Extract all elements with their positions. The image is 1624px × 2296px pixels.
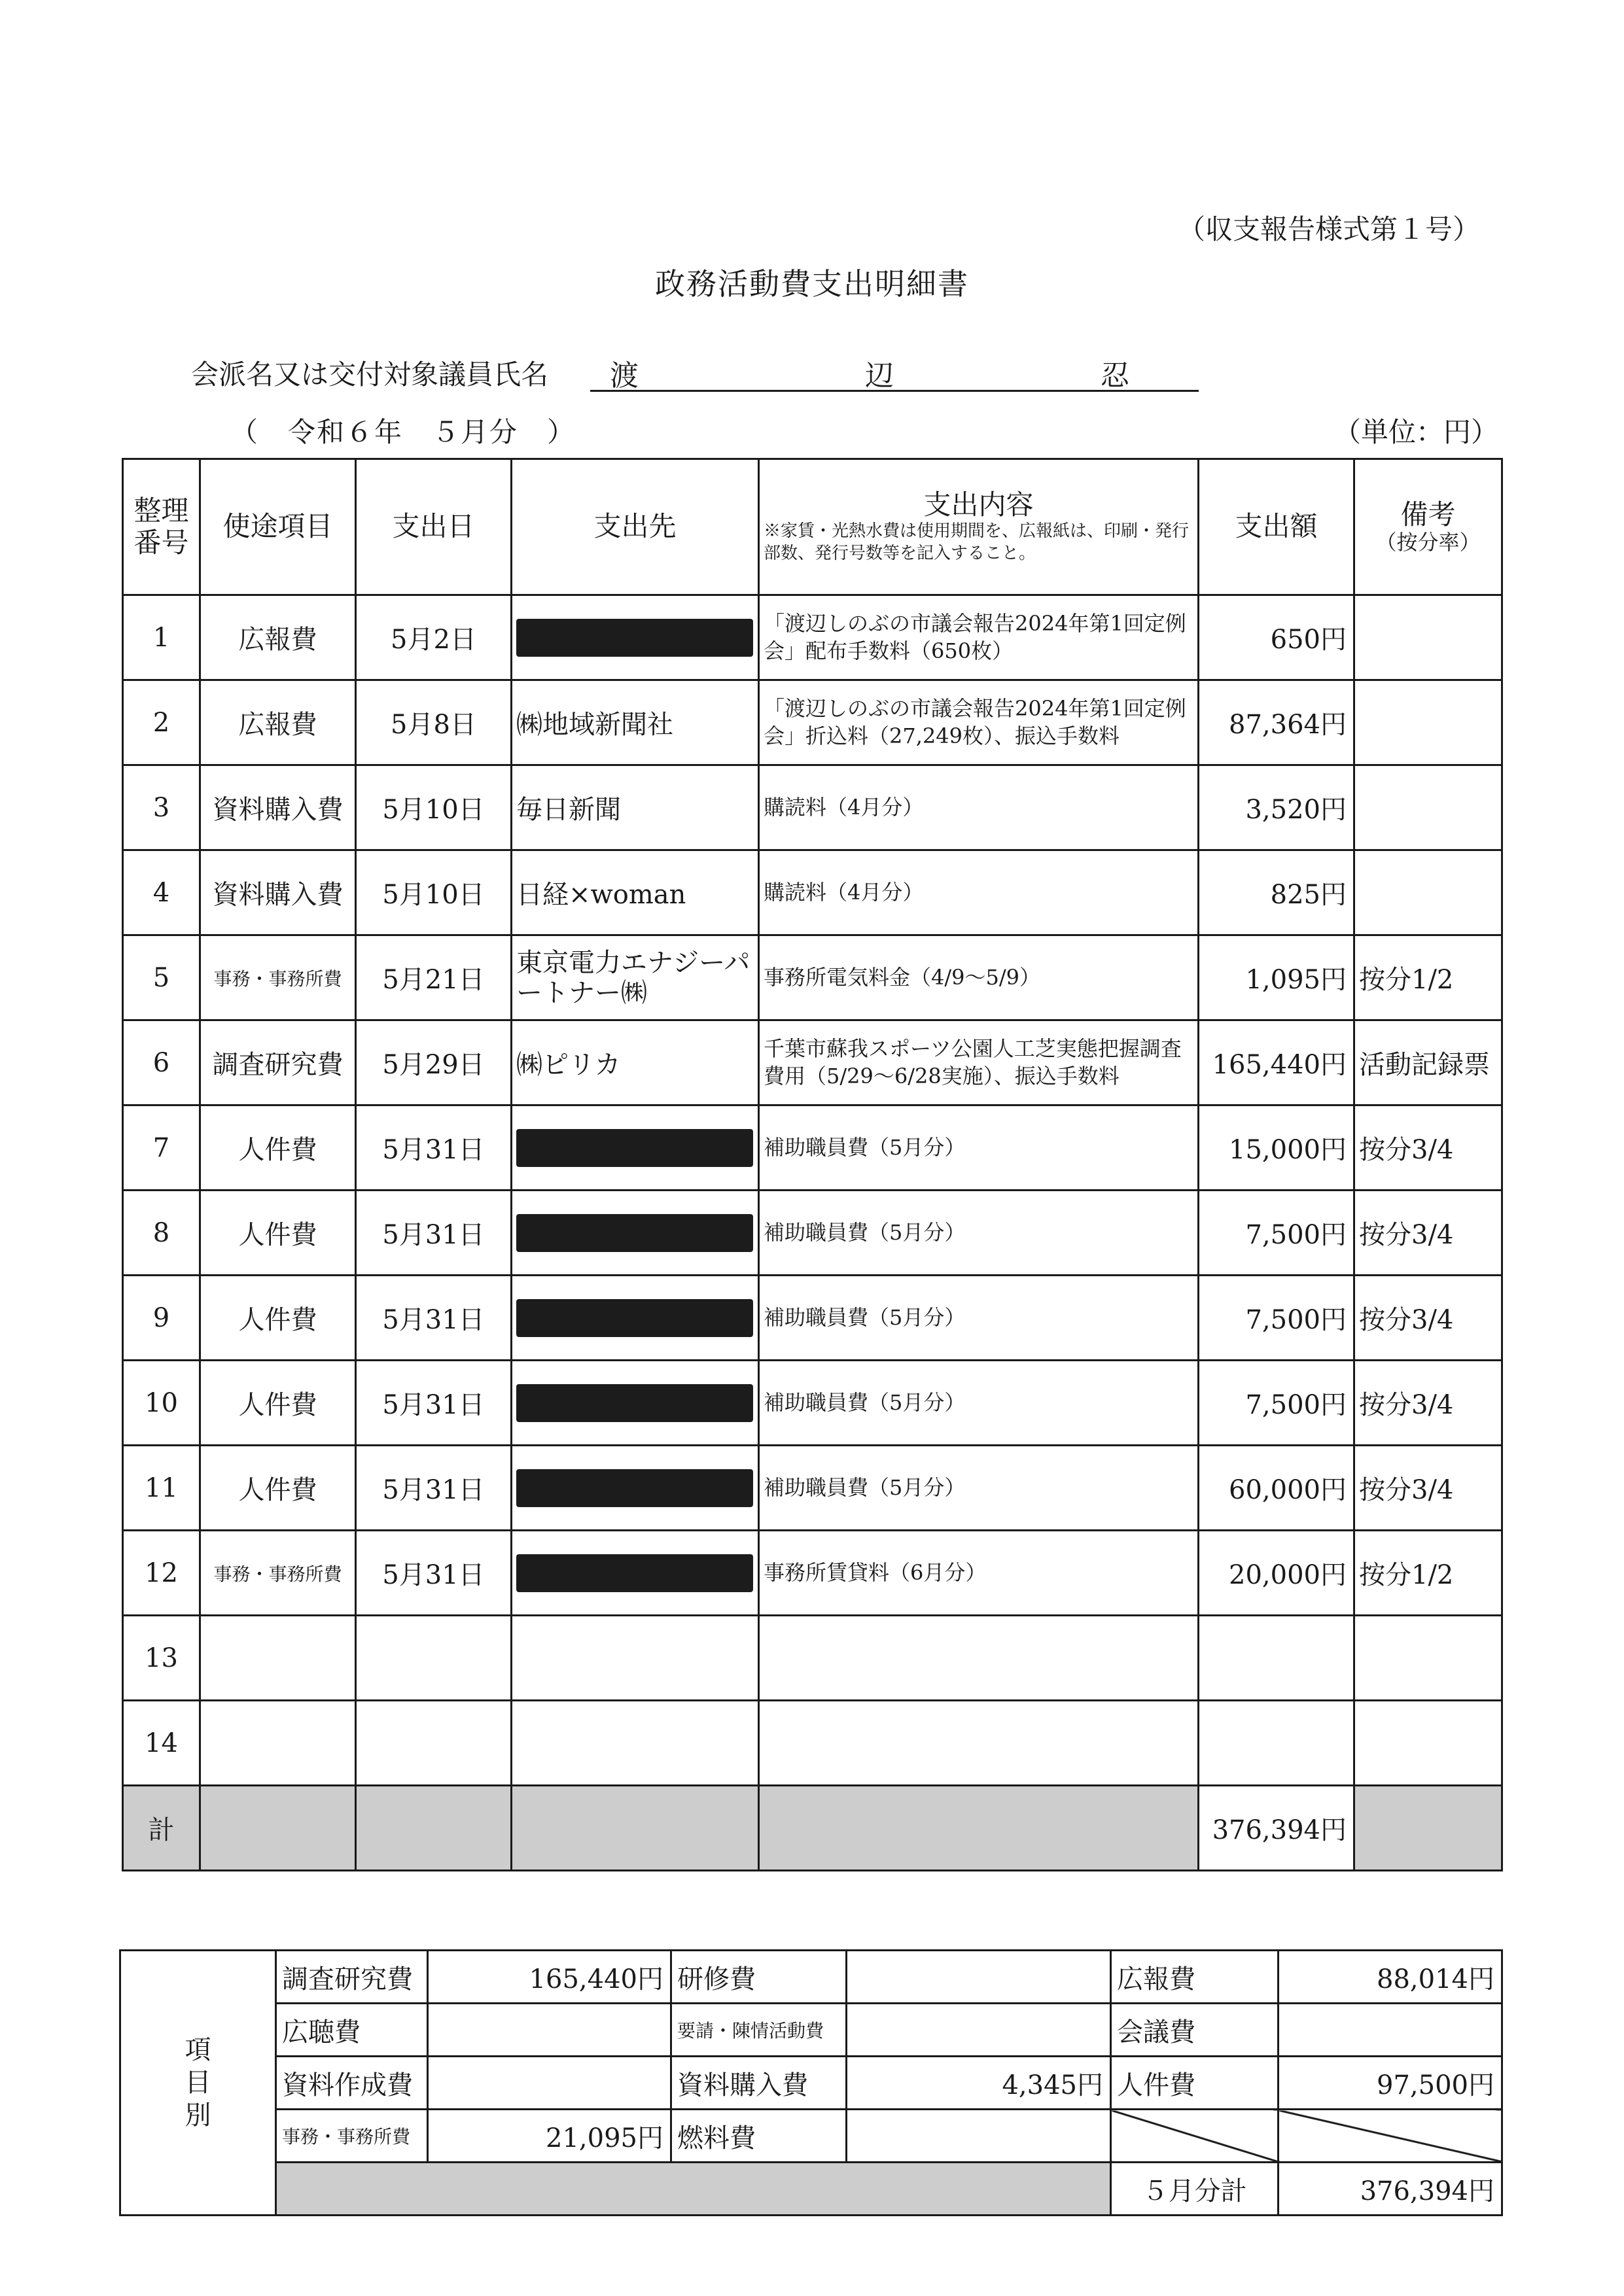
total-blank <box>356 1786 512 1871</box>
row-amount: 7,500円 <box>1199 1191 1354 1276</box>
row-category: 調査研究費 <box>200 1020 356 1105</box>
header-content-note: ※家賃・光熱水費は使用期間を、広報紙は、印刷・発行部数、発行号数等を記入すること。 <box>764 521 1190 563</box>
row-content: 購読料（4月分） <box>759 765 1199 850</box>
side-label-char: 別 <box>185 2100 211 2131</box>
hearing-value <box>428 2004 671 2057</box>
row-category: 人件費 <box>200 1191 356 1276</box>
row-content: 補助職員費（5月分） <box>759 1105 1199 1191</box>
table-row <box>123 1701 1502 1786</box>
meeting-label: 会議費 <box>1111 2004 1279 2057</box>
row-content: 購読料（4月分） <box>759 850 1199 935</box>
row-remarks: 按分3/4 <box>1354 1446 1502 1531</box>
table-row <box>123 680 1502 765</box>
row-number: 14 <box>123 1701 200 1786</box>
total-label: 計 <box>123 1786 200 1871</box>
row-category: 人件費 <box>200 1276 356 1361</box>
side-label-char: 項 <box>185 2035 211 2065</box>
row-payee <box>512 1361 759 1446</box>
row-content: 補助職員費（5月分） <box>759 1276 1199 1361</box>
row-remarks <box>1354 1701 1502 1786</box>
row-category: 資料購入費 <box>200 850 356 935</box>
row-date: 5月29日 <box>356 1020 512 1105</box>
row-date: 5月2日 <box>356 595 512 680</box>
header-payee: 支出先 <box>512 459 759 595</box>
row-date: 5月31日 <box>356 1191 512 1276</box>
row-amount: 3,520円 <box>1199 765 1354 850</box>
petition-value <box>847 2004 1111 2057</box>
header-content <box>759 459 1199 595</box>
table-row <box>123 1105 1502 1191</box>
table-row <box>123 595 1502 680</box>
row-number: 8 <box>123 1191 200 1276</box>
table-row <box>123 1020 1502 1105</box>
total-blank <box>1354 1786 1502 1871</box>
row-number: 12 <box>123 1531 200 1616</box>
meeting-value <box>1279 2004 1502 2057</box>
redaction-block <box>516 1384 753 1422</box>
member-name <box>590 352 1199 392</box>
row-amount: 1,095円 <box>1199 935 1354 1020</box>
month-total-value: 376,394円 <box>1279 2163 1502 2216</box>
fuel-value <box>847 2110 1111 2163</box>
header-row <box>123 459 1502 595</box>
row-amount: 60,000円 <box>1199 1446 1354 1531</box>
row-category: 広報費 <box>200 680 356 765</box>
document-title: 政務活動費支出明細書 <box>655 266 969 302</box>
row-payee: 毎日新聞 <box>512 765 759 850</box>
pr-label: 広報費 <box>1111 1951 1279 2004</box>
header-remarks <box>1354 459 1502 595</box>
row-amount <box>1199 1616 1354 1701</box>
member-name-char: 忍 <box>1101 359 1129 392</box>
row-content: 「渡辺しのぶの市議会報告2024年第1回定例会」折込料（27,249枚）、振込手数料 <box>759 680 1199 765</box>
row-amount: 20,000円 <box>1199 1531 1354 1616</box>
row-content: 「渡辺しのぶの市議会報告2024年第1回定例会」配布手数料（650枚） <box>759 595 1199 680</box>
diagonal-blank-cell <box>1279 2110 1502 2163</box>
row-number: 1 <box>123 595 200 680</box>
month-total-label: ５月分計 <box>1111 2163 1279 2216</box>
hearing-label: 広聴費 <box>276 2004 428 2057</box>
member-label: 会派名又は交付対象議員氏名 <box>191 358 549 391</box>
row-number: 10 <box>123 1361 200 1446</box>
redaction-block <box>516 1554 753 1592</box>
row-category: 資料購入費 <box>200 765 356 850</box>
row-amount: 87,364円 <box>1199 680 1354 765</box>
row-amount: 7,500円 <box>1199 1361 1354 1446</box>
unit-label: （単位：円） <box>1333 416 1499 448</box>
row-payee <box>512 1191 759 1276</box>
summary-table <box>119 1949 1503 2216</box>
row-content: 事務所電気料金（4/9～5/9） <box>759 935 1199 1020</box>
form-number: （収支報告様式第１号） <box>1178 213 1481 245</box>
row-number: 7 <box>123 1105 200 1191</box>
row-amount: 825円 <box>1199 850 1354 935</box>
row-date: 5月31日 <box>356 1276 512 1361</box>
row-amount: 7,500円 <box>1199 1276 1354 1361</box>
diagonal-blank-cell <box>1111 2110 1279 2163</box>
side-label-char: 目 <box>185 2068 211 2098</box>
row-number: 9 <box>123 1276 200 1361</box>
row-content <box>759 1701 1199 1786</box>
row-payee <box>512 1276 759 1361</box>
row-remarks <box>1354 765 1502 850</box>
row-payee: 日経×woman <box>512 850 759 935</box>
row-content: 補助職員費（5月分） <box>759 1446 1199 1531</box>
table-row <box>123 765 1502 850</box>
row-payee: 東京電力エナジーパートナー㈱ <box>512 935 759 1020</box>
row-number: 6 <box>123 1020 200 1105</box>
table-row <box>123 1361 1502 1446</box>
row-date: 5月31日 <box>356 1105 512 1191</box>
expense-table <box>122 458 1503 1871</box>
header-remarks-title: 備考 <box>1400 498 1456 531</box>
row-content: 千葉市蘇我スポーツ公園人工芝実態把握調査費用（5/29～6/28実施）、振込手数料 <box>759 1020 1199 1105</box>
training-value <box>847 1951 1111 2004</box>
row-number: 5 <box>123 935 200 1020</box>
office-label: 事務・事務所費 <box>276 2110 428 2163</box>
row-remarks: 按分1/2 <box>1354 935 1502 1020</box>
row-remarks: 活動記録票 <box>1354 1020 1502 1105</box>
petition-label: 要請・陳情活動費 <box>671 2004 847 2057</box>
research-value: 165,440円 <box>428 1951 671 2004</box>
row-date <box>356 1701 512 1786</box>
table-row <box>123 1276 1502 1361</box>
row-category: 広報費 <box>200 595 356 680</box>
redaction-block <box>516 619 753 657</box>
table-row <box>123 1616 1502 1701</box>
row-remarks: 按分1/2 <box>1354 1531 1502 1616</box>
row-remarks <box>1354 1616 1502 1701</box>
row-date: 5月31日 <box>356 1446 512 1531</box>
row-date <box>356 1616 512 1701</box>
redaction-block <box>516 1129 753 1167</box>
row-remarks: 按分3/4 <box>1354 1105 1502 1191</box>
pr-value: 88,014円 <box>1279 1951 1502 2004</box>
row-payee <box>512 1446 759 1531</box>
row-remarks: 按分3/4 <box>1354 1361 1502 1446</box>
row-amount: 165,440円 <box>1199 1020 1354 1105</box>
row-number: 11 <box>123 1446 200 1531</box>
header-amount: 支出額 <box>1199 459 1354 595</box>
row-date: 5月8日 <box>356 680 512 765</box>
redaction-block <box>516 1469 753 1507</box>
member-name-underline <box>590 390 1199 392</box>
table-row <box>123 1531 1502 1616</box>
redaction-block <box>516 1299 753 1337</box>
row-payee <box>512 1105 759 1191</box>
row-category <box>200 1701 356 1786</box>
period: （ 令和６年 ５月分 ） <box>230 416 576 448</box>
row-number: 4 <box>123 850 200 935</box>
row-category: 事務・事務所費 <box>200 935 356 1020</box>
table-row <box>123 935 1502 1020</box>
personnel-label: 人件費 <box>1111 2057 1279 2110</box>
row-payee: ㈱地域新聞社 <box>512 680 759 765</box>
training-label: 研修費 <box>671 1951 847 2004</box>
row-category: 事務・事務所費 <box>200 1531 356 1616</box>
row-remarks: 按分3/4 <box>1354 1191 1502 1276</box>
row-content <box>759 1616 1199 1701</box>
row-content: 事務所賃貸料（6月分） <box>759 1531 1199 1616</box>
personnel-value: 97,500円 <box>1279 2057 1502 2110</box>
row-payee <box>512 595 759 680</box>
total-row <box>123 1786 1502 1871</box>
redaction-block <box>516 1214 753 1252</box>
row-remarks <box>1354 680 1502 765</box>
row-date: 5月10日 <box>356 765 512 850</box>
row-date: 5月31日 <box>356 1361 512 1446</box>
header-no: 整理番号 <box>123 459 200 595</box>
header-content-title: 支出内容 <box>923 488 1034 521</box>
research-label: 調査研究費 <box>276 1951 428 2004</box>
total-blank <box>512 1786 759 1871</box>
row-category: 人件費 <box>200 1361 356 1446</box>
materials-make-label: 資料作成費 <box>276 2057 428 2110</box>
row-category <box>200 1616 356 1701</box>
row-content: 補助職員費（5月分） <box>759 1361 1199 1446</box>
total-blank <box>200 1786 356 1871</box>
header-date: 支出日 <box>356 459 512 595</box>
summary-shaded-area <box>276 2163 1111 2216</box>
row-number: 3 <box>123 765 200 850</box>
fuel-label: 燃料費 <box>671 2110 847 2163</box>
row-payee <box>512 1616 759 1701</box>
materials-make-value <box>428 2057 671 2110</box>
header-category: 使途項目 <box>200 459 356 595</box>
row-remarks: 按分3/4 <box>1354 1276 1502 1361</box>
row-amount: 15,000円 <box>1199 1105 1354 1191</box>
row-remarks <box>1354 595 1502 680</box>
total-blank <box>759 1786 1199 1871</box>
row-amount <box>1199 1701 1354 1786</box>
row-payee <box>512 1701 759 1786</box>
row-content: 補助職員費（5月分） <box>759 1191 1199 1276</box>
row-remarks <box>1354 850 1502 935</box>
row-date: 5月10日 <box>356 850 512 935</box>
table-row <box>123 850 1502 935</box>
row-category: 人件費 <box>200 1105 356 1191</box>
office-value: 21,095円 <box>428 2110 671 2163</box>
row-number: 2 <box>123 680 200 765</box>
row-date: 5月31日 <box>356 1531 512 1616</box>
total-amount: 376,394円 <box>1199 1786 1354 1871</box>
member-name-char: 渡 <box>610 359 639 392</box>
summary-side-label <box>120 1951 276 2216</box>
header-remarks-sub: （按分率） <box>1375 530 1481 555</box>
row-number: 13 <box>123 1616 200 1701</box>
row-payee: ㈱ピリカ <box>512 1020 759 1105</box>
row-category: 人件費 <box>200 1446 356 1531</box>
member-name-char: 辺 <box>865 359 894 392</box>
table-row <box>123 1191 1502 1276</box>
row-amount: 650円 <box>1199 595 1354 680</box>
table-row <box>123 1446 1502 1531</box>
materials-buy-value: 4,345円 <box>847 2057 1111 2110</box>
row-date: 5月21日 <box>356 935 512 1020</box>
materials-buy-label: 資料購入費 <box>671 2057 847 2110</box>
row-payee <box>512 1531 759 1616</box>
